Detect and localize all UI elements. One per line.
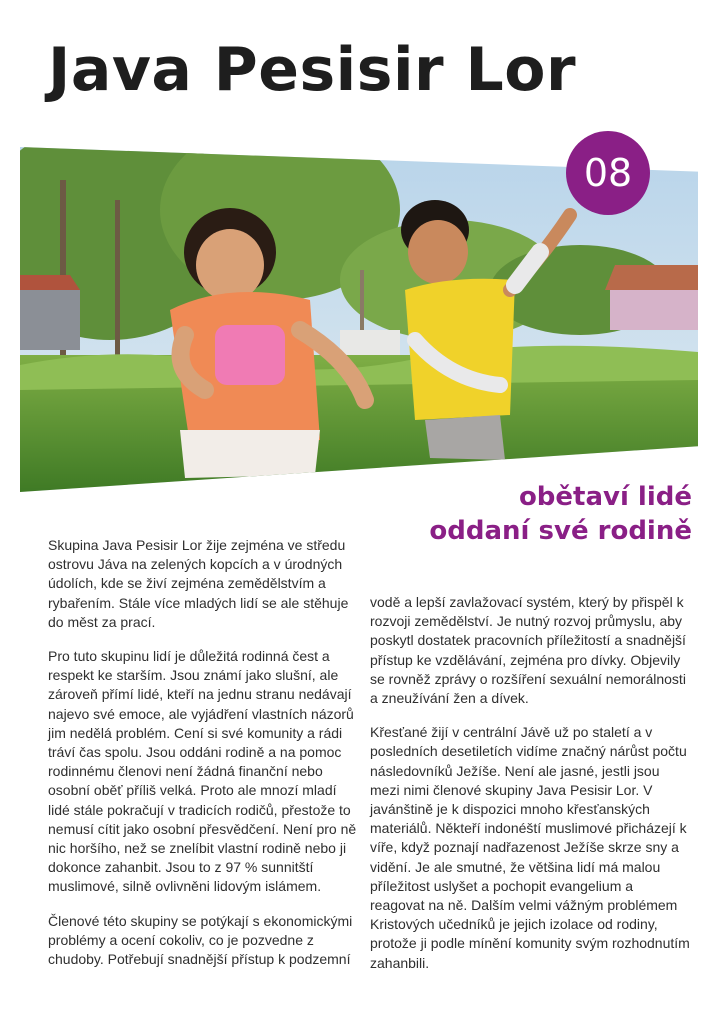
right-paragraph-1: vodě a lepší zavlažovací systém, který by přispěl k rozvoji zemědělství. Je nutný rozvoj průmyslu, aby poskytl dostatek pracovních příležitostí a snadnější přístup ke vzdělávání, zejména pro dívky. Objevily se rovněž zprávy o rozšíření sexuální nemorálnosti a zneužívání žen a dívek. [370, 594, 686, 707]
section-subtitle [429, 480, 692, 548]
right-text-column [370, 593, 690, 988]
page-title: Java Pesisir Lor [48, 35, 577, 105]
page-number-badge: 08 [566, 131, 650, 215]
subtitle-line-2: oddaní své rodině [429, 516, 692, 546]
right-paragraph-2: Křesťané žijí v centrální Jávě už po staletí a v posledních desetiletích vidíme značný nárůst počtu následovníků Ježíše. Není ale jasné, jestli jsou mezi nimi členové skupiny Java Pesisir Lor. V javánštině je k dispozici mnoho křesťanských materiálů. Někteří indonéští muslimové přicházejí k víře, když poznají nadřazenost Ježíše skrze sny a vidění. Je ale smutné, že většina lidí má malou příležitost uslyšet a pochopit evangelium a reagovat na ně. Dalším velmi vážným problémem Kristových učedníků je jejich izolace od rodiny, protože ji podle mínění komunity svým rozhodnutím zahanbili. [370, 724, 690, 971]
left-paragraph-1: Skupina Java Pesisir Lor žije zejména ve středu ostrovu Jáva na zelených kopcích a v úrodných údolích, kde se živí zejména zemědělstvím a rybařením. Stále více mladých lidí se ale stěhuje do měst za prací. [48, 537, 349, 630]
left-text-column [48, 536, 360, 984]
left-paragraph-3: Členové této skupiny se potýkají s ekonomickými problémy a ocení cokoliv, co je pozvedne z chudoby. Potřebují snadnější přístup k podzemní [48, 912, 353, 968]
left-paragraph-2: Pro tuto skupinu lidí je důležitá rodinná čest a respekt ke starším. Jsou známí jako slušní, ale zároveň přímí lidé, kteří na jednu stranu nedávají najevo své emoce, ale vyjádření vlastních názorů jim nedělá problém. Cení si své komunity a rádi tráví čas spolu. Jsou oddáni rodině a na pomoc rodinnému členovi není žádná finanční nebo osobní oběť příliš velká. Proto ale mnozí mladí lidé stále pokračují v tradicích rodičů, přestože to nemusí cítit jako osobní přesvědčení. Není pro ně nic horšího, než se znelíbit vlastní rodině nebo ji dokonce zahanbit. Jsou to z 97 % sunnitští muslimové, silně ovlivněni lidovým islámem. [48, 648, 357, 895]
subtitle-line-1: obětaví lidé [518, 482, 692, 512]
